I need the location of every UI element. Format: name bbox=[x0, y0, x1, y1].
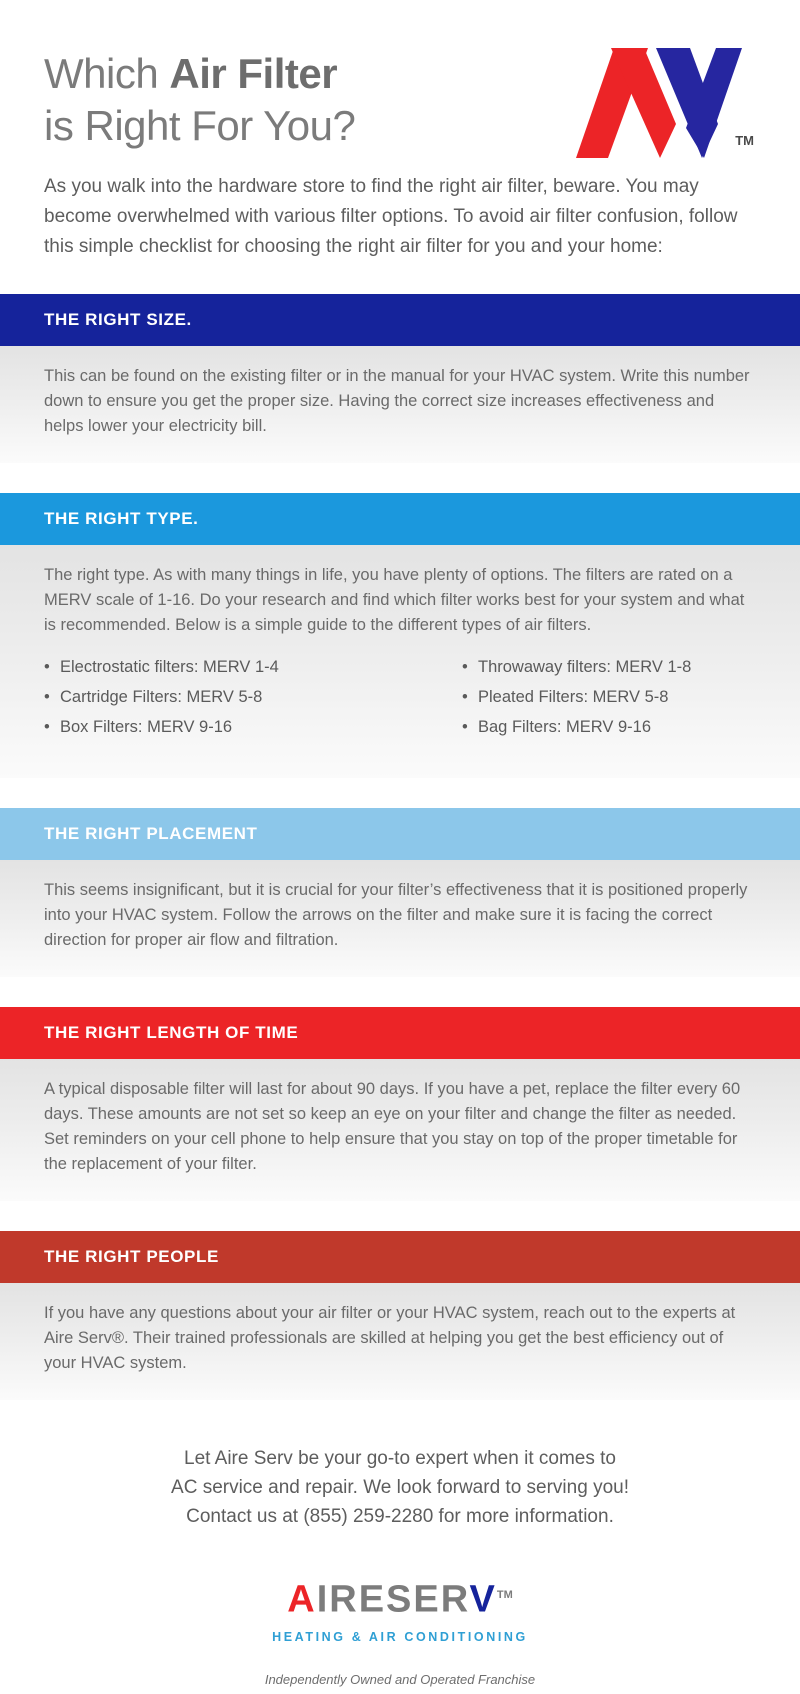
intro-paragraph bbox=[0, 162, 800, 262]
aire-serv-wordmark bbox=[0, 1573, 800, 1644]
wordmark-text bbox=[287, 1573, 513, 1622]
footer-cta-line-3: Contact us at (855) 259-2280 for more information. bbox=[186, 1506, 614, 1527]
filter-type-list-right bbox=[400, 652, 756, 742]
header bbox=[0, 0, 800, 162]
section-heading-right-placement: THE RIGHT PLACEMENT bbox=[0, 808, 800, 860]
list-item: • Pleated Filters: MERV 5-8 bbox=[462, 682, 756, 712]
footer bbox=[0, 1400, 800, 1687]
list-item: • Cartridge Filters: MERV 5-8 bbox=[44, 682, 400, 712]
section-body-right-length-of-time: A typical disposable filter will last for about 90 days. If you have a pet, replace the filter every 60 days. These amounts are not set so keep an eye on your filter and change the filter as needed. Set reminders on your cell phone to help ensure that you stay on top of the proper timetable for the replacement of your filter. bbox=[0, 1059, 800, 1201]
intro-text: As you walk into the hardware store to find the right air filter, beware. You may become overwhelmed with various filter options. To avoid air filter confusion, follow this simple checklist for choosing the right air filter for you and your home: bbox=[44, 176, 738, 257]
footer-cta bbox=[0, 1444, 800, 1531]
page-title bbox=[44, 42, 355, 152]
footer-cta-line-1: Let Aire Serv be your go-to expert when it comes to bbox=[184, 1448, 616, 1469]
logo-trademark: TM bbox=[735, 133, 754, 148]
list-item: • Throwaway filters: MERV 1-8 bbox=[462, 652, 756, 682]
footer-cta-line-2: AC service and repair. We look forward to serving you! bbox=[171, 1477, 629, 1498]
section-body-right-size: This can be found on the existing filter or in the manual for your HVAC system. Write this number down to ensure you get the proper size. Having the correct size increases effectiveness and helps lower your electricity bill. bbox=[0, 346, 800, 463]
section-body-right-type bbox=[0, 545, 800, 778]
wordmark-tagline: HEATING & AIR CONDITIONING bbox=[272, 1629, 528, 1644]
section-body-right-placement: This seems insignificant, but it is crucial for your filter’s effectiveness that it is positioned properly into your HVAC system. Follow the arrows on the filter and make sure it is facing the correct direction for proper air flow and filtration. bbox=[0, 860, 800, 977]
section-heading-right-people: THE RIGHT PEOPLE bbox=[0, 1231, 800, 1283]
av-monogram-icon bbox=[556, 46, 751, 161]
filter-type-lists bbox=[44, 652, 756, 748]
wordmark-v: V bbox=[469, 1578, 497, 1621]
wordmark-a: A bbox=[287, 1578, 317, 1621]
aire-serv-av-logo bbox=[556, 42, 756, 162]
section-body-right-people: If you have any questions about your air filter or your HVAC system, reach out to the experts at Aire Serv®. Their trained professionals are skilled at helping you get the best efficiency out of your HVAC system. bbox=[0, 1283, 800, 1400]
wordmark-trademark: TM bbox=[496, 1589, 513, 1601]
page-title-line-2: is Right For You? bbox=[44, 102, 356, 149]
section-heading-right-length-of-time: THE RIGHT LENGTH OF TIME bbox=[0, 1007, 800, 1059]
section-heading-right-type: THE RIGHT TYPE. bbox=[0, 493, 800, 545]
page-title-plain: Which bbox=[44, 50, 170, 97]
wordmark-mid: IRESER bbox=[316, 1578, 470, 1621]
page-title-emphasis: Air Filter bbox=[169, 50, 338, 97]
list-item: • Electrostatic filters: MERV 1-4 bbox=[44, 652, 400, 682]
page-title-line-1 bbox=[44, 48, 355, 100]
section-body-right-type-text: The right type. As with many things in life, you have plenty of options. The filters are rated on a MERV scale of 1-16. Do your research and find which filter works best for your system and what is recommended. Below is a simple guide to the different types of air filters. bbox=[44, 566, 745, 634]
franchise-note: Independently Owned and Operated Franchise bbox=[264, 1671, 536, 1687]
section-heading-right-size: THE RIGHT SIZE. bbox=[0, 294, 800, 346]
list-item: • Box Filters: MERV 9-16 bbox=[44, 712, 400, 742]
filter-type-list-left bbox=[44, 652, 400, 742]
list-item: • Bag Filters: MERV 9-16 bbox=[462, 712, 756, 742]
